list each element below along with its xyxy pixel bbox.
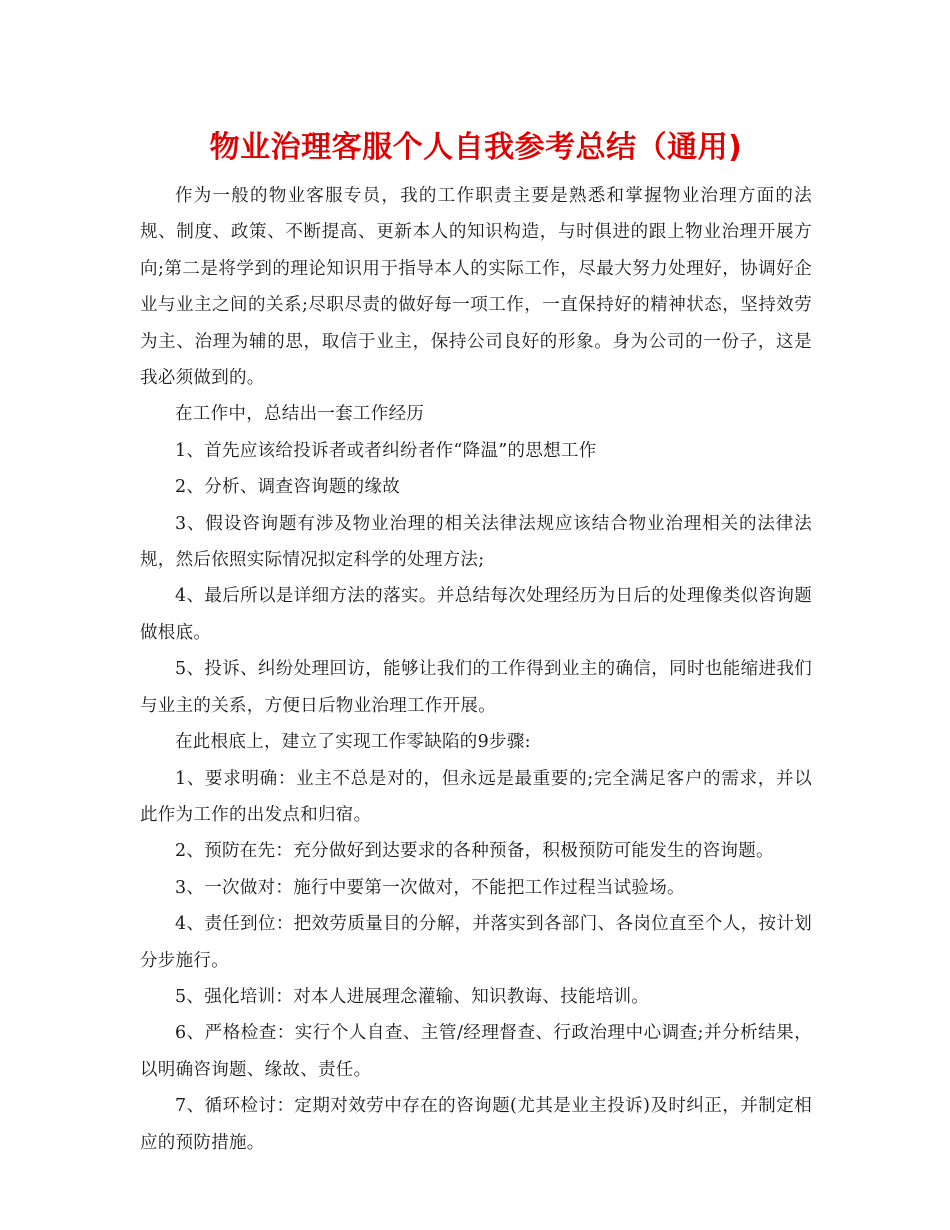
paragraph-experience-5: 5、投诉、纠纷处理回访，能够让我们的工作得到业主的确信，同时也能缩进我们与业主的关系，方便日后物业治理工作开展。 xyxy=(140,659,812,716)
paragraph-step-7: 7、循环检讨：定期对效劳中存在的咨询题(尤其是业主投诉)及时纠正，并制定相应的预防措施。 xyxy=(140,1096,812,1153)
paragraph-step-5: 5、强化培训：对本人进展理念灌输、知识教诲、技能培训。 xyxy=(175,986,650,1007)
paragraph-experience-3: 3、假设咨询题有涉及物业治理的相关法律法规应该结合物业治理相关的法律法规，然后依照实际情况拟定科学的处理方法; xyxy=(140,513,812,571)
paragraph-step-3: 3、一次做对：施行中要第一次做对，不能把工作过程当试验场。 xyxy=(175,877,685,898)
paragraph-intro: 作为一般的物业客服专员，我的工作职责主要是熟悉和掌握物业治理方面的法规、制度、政策、不断提高、更新本人的知识构造，与时俱进的跟上物业治理开展方向;第二是将学到的理论知识用于指导本人的实际工作，尽最大努力处理好，协调好企业与业主之间的关系;尽职尽责的做好每一项工作，一直保持好的精神状态，坚持效劳为主、治理为辅的思，取信于业主，保持公司良好的形象。身为公司的一份子，这是我必须做到的。 xyxy=(140,186,812,389)
paragraph-experience-2: 2、分析、调查咨询题的缘故 xyxy=(175,477,401,498)
paragraph-steps-heading: 在此根底上，建立了实现工作零缺陷的9步骤: xyxy=(175,732,531,753)
paragraph-experience-heading: 在工作中，总结出一套工作经历 xyxy=(175,404,425,425)
paragraph-step-6: 6、严格检查：实行个人自查、主管/经理督查、行政治理中心调查;并分析结果，以明确咨询题、缘故、责任。 xyxy=(140,1023,812,1080)
paragraph-experience-4: 4、最后所以是详细方法的落实。并总结每次处理经历为日后的处理像类似咨询题做根底。 xyxy=(140,586,812,643)
paragraph-step-1: 1、要求明确：业主不总是对的，但永远是最重要的;完全满足客户的需求，并以此作为工作的出发点和归宿。 xyxy=(140,768,812,825)
document-body xyxy=(140,178,812,1161)
paragraph-step-4: 4、责任到位：把效劳质量目的分解，并落实到各部门、各岗位直至个人，按计划分步施行。 xyxy=(140,914,812,971)
paragraph-experience-1: 1、首先应该给投诉者或者纠纷者作“降温”的思想工作 xyxy=(175,440,597,461)
paragraph-step-2: 2、预防在先：充分做好到达要求的各种预备，积极预防可能发生的咨询题。 xyxy=(175,841,774,862)
document-title: 物业治理客服个人自我参考总结（通用) xyxy=(209,130,743,165)
